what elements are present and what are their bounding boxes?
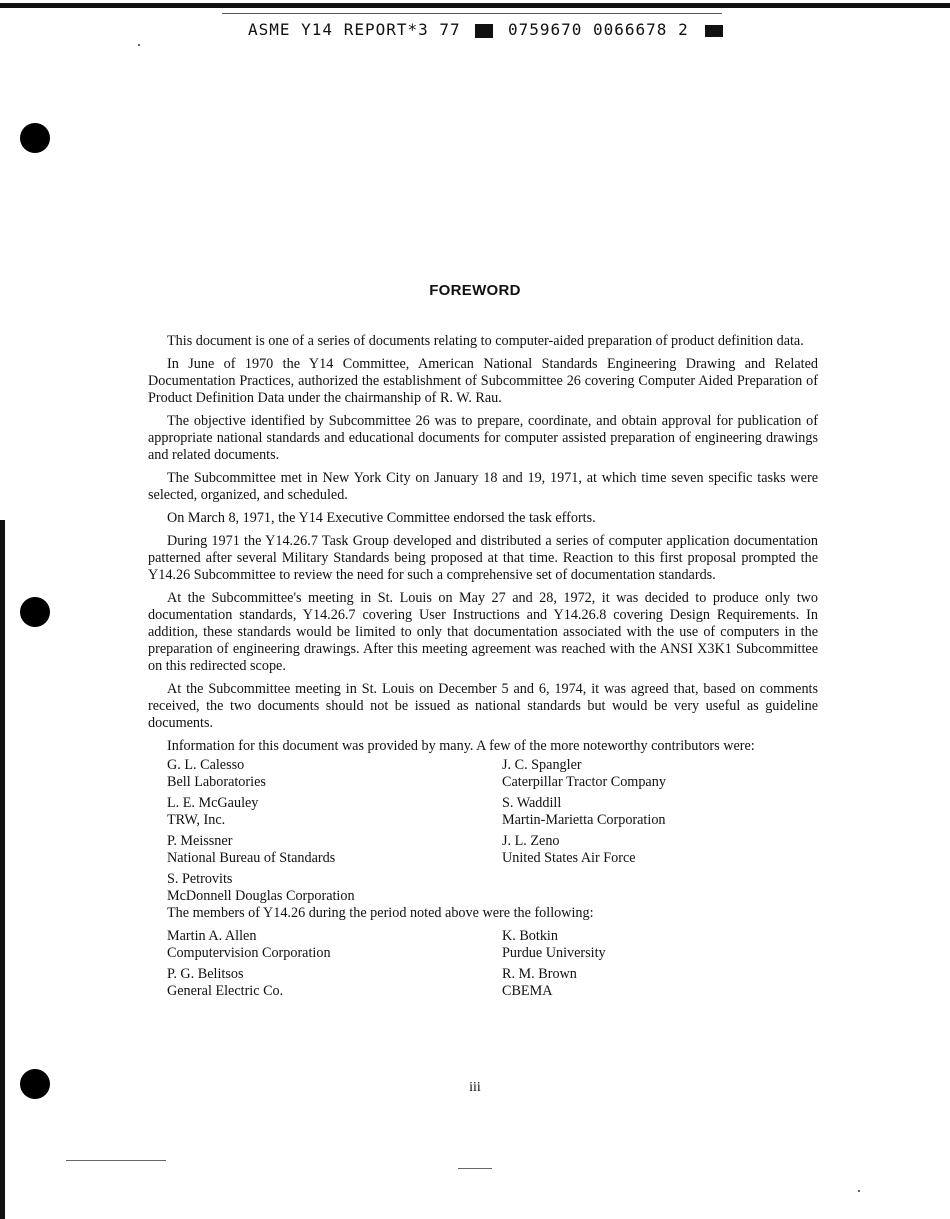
paragraph: In June of 1970 the Y14 Committee, American National Standards Engineering Drawing and Related Documentation Practices, authorized the establishment of Subcommittee 26 covering Computer Aided Preparation of Product Definition Data under the chairmanship of R. W. Rau.	[148, 356, 818, 406]
contributor-org: Bell Laboratories	[167, 774, 266, 790]
member-name: R. M. Brown	[502, 966, 577, 982]
contributor-entry	[502, 757, 837, 791]
contributor-org: Martin-Marietta Corporation	[502, 812, 666, 828]
scan-left-edge	[0, 520, 5, 1219]
contributor-entry	[167, 757, 502, 791]
member-org: Computervision Corporation	[167, 945, 331, 961]
page-title: FOREWORD	[429, 282, 521, 299]
members-list	[167, 928, 818, 1000]
member-name: P. G. Belitsos	[167, 966, 244, 982]
paragraph: The Subcommittee met in New York City on January 18 and 19, 1971, at which time seven specific tasks were selected, organized, and scheduled.	[148, 470, 818, 503]
paragraph: On March 8, 1971, the Y14 Executive Committee endorsed the task efforts.	[167, 510, 596, 526]
member-entry	[502, 928, 837, 962]
contributor-name: J. L. Zeno	[502, 833, 560, 849]
scan-top-edge	[0, 3, 950, 8]
contributor-org: National Bureau of Standards	[167, 850, 336, 866]
scan-header-serial: 0759670 0066678 2	[507, 20, 689, 39]
contributor-name: G. L. Calesso	[167, 757, 245, 773]
scan-speck	[138, 44, 140, 46]
scan-speck	[66, 1160, 166, 1161]
punch-hole-icon	[20, 123, 50, 153]
punch-hole-icon	[20, 597, 50, 627]
contributors-list	[167, 757, 818, 905]
member-entry	[167, 966, 502, 1000]
contributor-org: Caterpillar Tractor Company	[502, 774, 666, 790]
contributor-entry	[502, 833, 837, 867]
contributor-entry	[167, 871, 502, 905]
barcode-block-icon	[475, 24, 493, 38]
scan-speck	[858, 1190, 860, 1192]
member-entry	[167, 928, 502, 962]
contributor-name: S. Petrovits	[167, 871, 233, 887]
member-org: Purdue University	[502, 945, 606, 961]
contributor-name: L. E. McGauley	[167, 795, 259, 811]
contributor-org: McDonnell Douglas Corporation	[167, 888, 355, 904]
member-org: General Electric Co.	[167, 983, 284, 999]
paragraph: During 1971 the Y14.26.7 Task Group developed and distributed a series of computer application documentation patterned after several Military Standards being proposed at that time. Reaction to this first proposal prompted the Y14.26 Subcommittee to review the need for such a comprehensive set of documentation standards.	[148, 533, 818, 583]
paragraph: At the Subcommittee's meeting in St. Louis on May 27 and 28, 1972, it was decided to produce only two documentation standards, Y14.26.7 covering User Instructions and Y14.26.8 covering Design Requirements. In addition, these standards would be limited to only that documentation associated with the use of computers in the preparation of engineering drawings. After this meeting agreement was reached with the ANSI X3K1 Subcommittee on this redirected scope.	[148, 590, 818, 674]
page-number: iii	[469, 1080, 481, 1095]
paragraph: Information for this document was provided by many. A few of the more noteworthy contributors were:	[167, 738, 755, 754]
paragraph: This document is one of a series of documents relating to computer-aided preparation of product definition data.	[167, 333, 804, 349]
scan-header-code: ASME Y14 REPORT*3 77	[248, 20, 461, 39]
scan-speck	[458, 1168, 492, 1169]
member-entry	[502, 966, 837, 1000]
contributor-entry	[167, 833, 502, 867]
member-name: Martin A. Allen	[167, 928, 257, 944]
contributor-entry	[167, 795, 502, 829]
scan-header	[248, 20, 723, 39]
contributor-org: TRW, Inc.	[167, 812, 226, 828]
foreword-body	[148, 333, 818, 1000]
contributor-name: J. C. Spangler	[502, 757, 582, 773]
barcode-block-icon	[705, 25, 723, 37]
contributor-name: S. Waddill	[502, 795, 562, 811]
contributor-entry	[502, 795, 837, 829]
paragraph: At the Subcommittee meeting in St. Louis on December 5 and 6, 1974, it was agreed that, based on comments received, the two documents should not be issued as national standards but would be very useful as guideline documents.	[148, 681, 818, 731]
members-intro: The members of Y14.26 during the period noted above were the following:	[167, 905, 594, 921]
member-org: CBEMA	[502, 983, 553, 999]
contributor-org: United States Air Force	[502, 850, 636, 866]
contributor-name: P. Meissner	[167, 833, 233, 849]
header-rule	[222, 13, 722, 14]
member-name: K. Botkin	[502, 928, 558, 944]
paragraph: The objective identified by Subcommittee 26 was to prepare, coordinate, and obtain approval for publication of appropriate national standards and educational documents for computer assisted preparation of engineering drawings and related documents.	[148, 413, 818, 463]
